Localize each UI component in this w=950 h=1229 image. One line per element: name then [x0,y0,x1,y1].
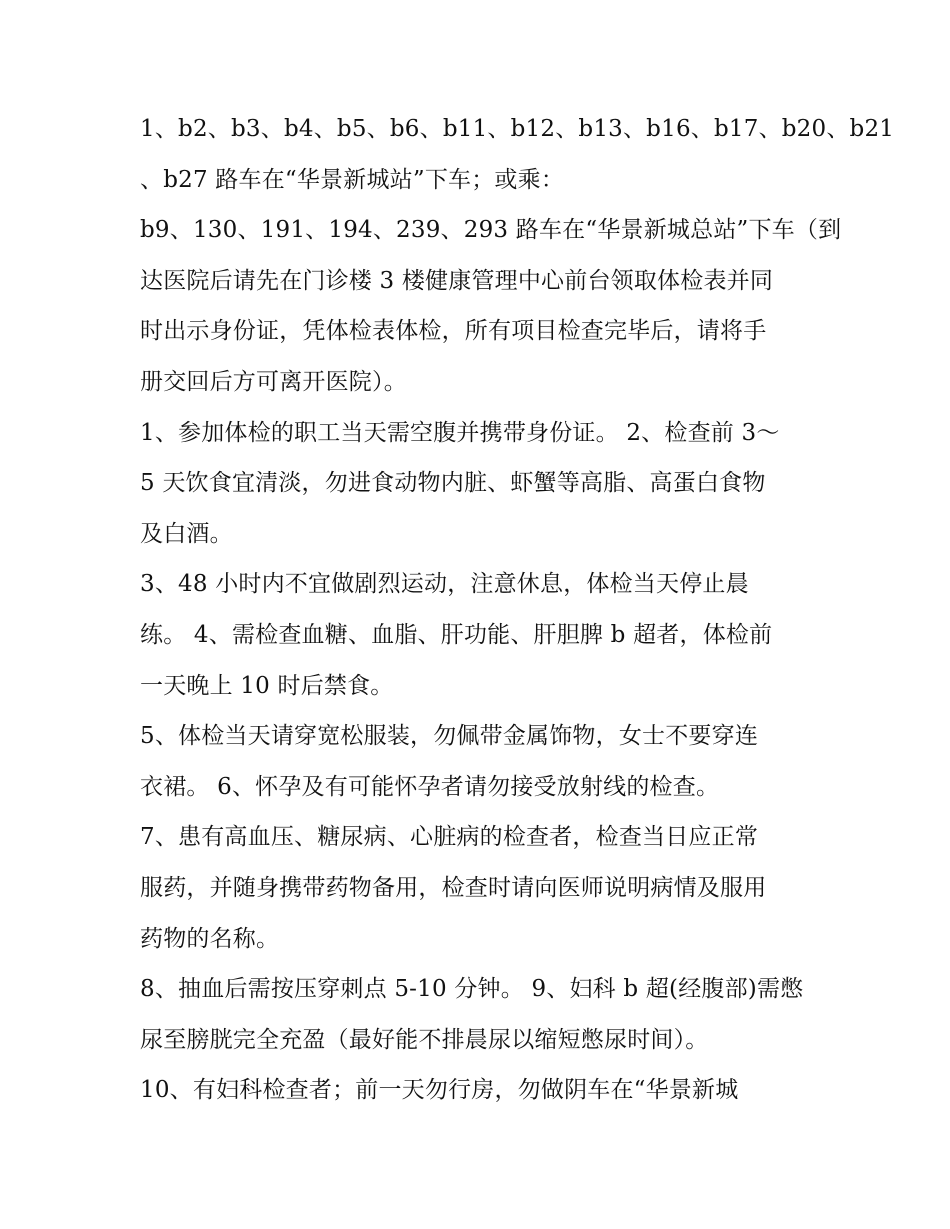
text-line-10: 3、48 小时内不宜做剧烈运动，注意休息，体检当天停止晨 [140,571,749,598]
text-line-4: 达医院后请先在门诊楼 3 楼健康管理中心前台领取体检表并同 [140,267,774,294]
text-line-13: 5、体检当天请穿宽松服装，勿佩带金属饰物，女士不要穿连 [140,723,759,750]
text-line-15: 7、患有高血压、糖尿病、心脏病的检查者，检查当日应正常 [140,824,759,851]
text-line-7: 1、参加体检的职工当天需空腹并携带身份证。 2、检查前 3～ [140,419,780,446]
text-line-19: 尿至膀胱完全充盈（最好能不排晨尿以缩短憋尿时间）。 [140,1026,709,1053]
text-line-17: 药物的名称。 [140,925,280,952]
text-line-20: 10、有妇科检查者；前一天勿行房，勿做阴车在“华景新城 [140,1077,739,1104]
text-line-14: 衣裙。 6、怀孕及有可能怀孕者请勿接受放射线的检查。 [140,773,720,800]
text-line-3: b9、130、191、194、239、293 路车在“华景新城总站”下车（到 [140,217,842,244]
text-line-11: 练。 4、需检查血糖、血脂、肝功能、肝胆脾 b 超者，体检前 [140,621,773,648]
document-body [140,104,895,1116]
text-line-16: 服药，并随身携带药物备用，检查时请向医师说明病情及服用 [140,874,767,901]
text-line-9: 及白酒。 [140,520,233,547]
text-line-18: 8、抽血后需按压穿刺点 5-10 分钟。 9、妇科 b 超(经腹部)需憋 [140,976,804,1003]
text-line-2: 、b27 路车在“华景新城站”下车；或乘： [140,166,565,193]
text-line-1: 1、b2、b3、b4、b5、b6、b11、b12、b13、b16、b17、b20、b21 [140,116,895,142]
text-line-12: 一天晚上 10 时后禁食。 [140,672,394,699]
text-line-8: 5 天饮食宜清淡，勿进食动物内脏、虾蟹等高脂、高蛋白食物 [140,470,766,497]
text-line-5: 时出示身份证，凭体检表体检，所有项目检查完毕后，请将手 [140,318,767,345]
text-line-6: 册交回后方可离开医院）。 [140,368,407,395]
